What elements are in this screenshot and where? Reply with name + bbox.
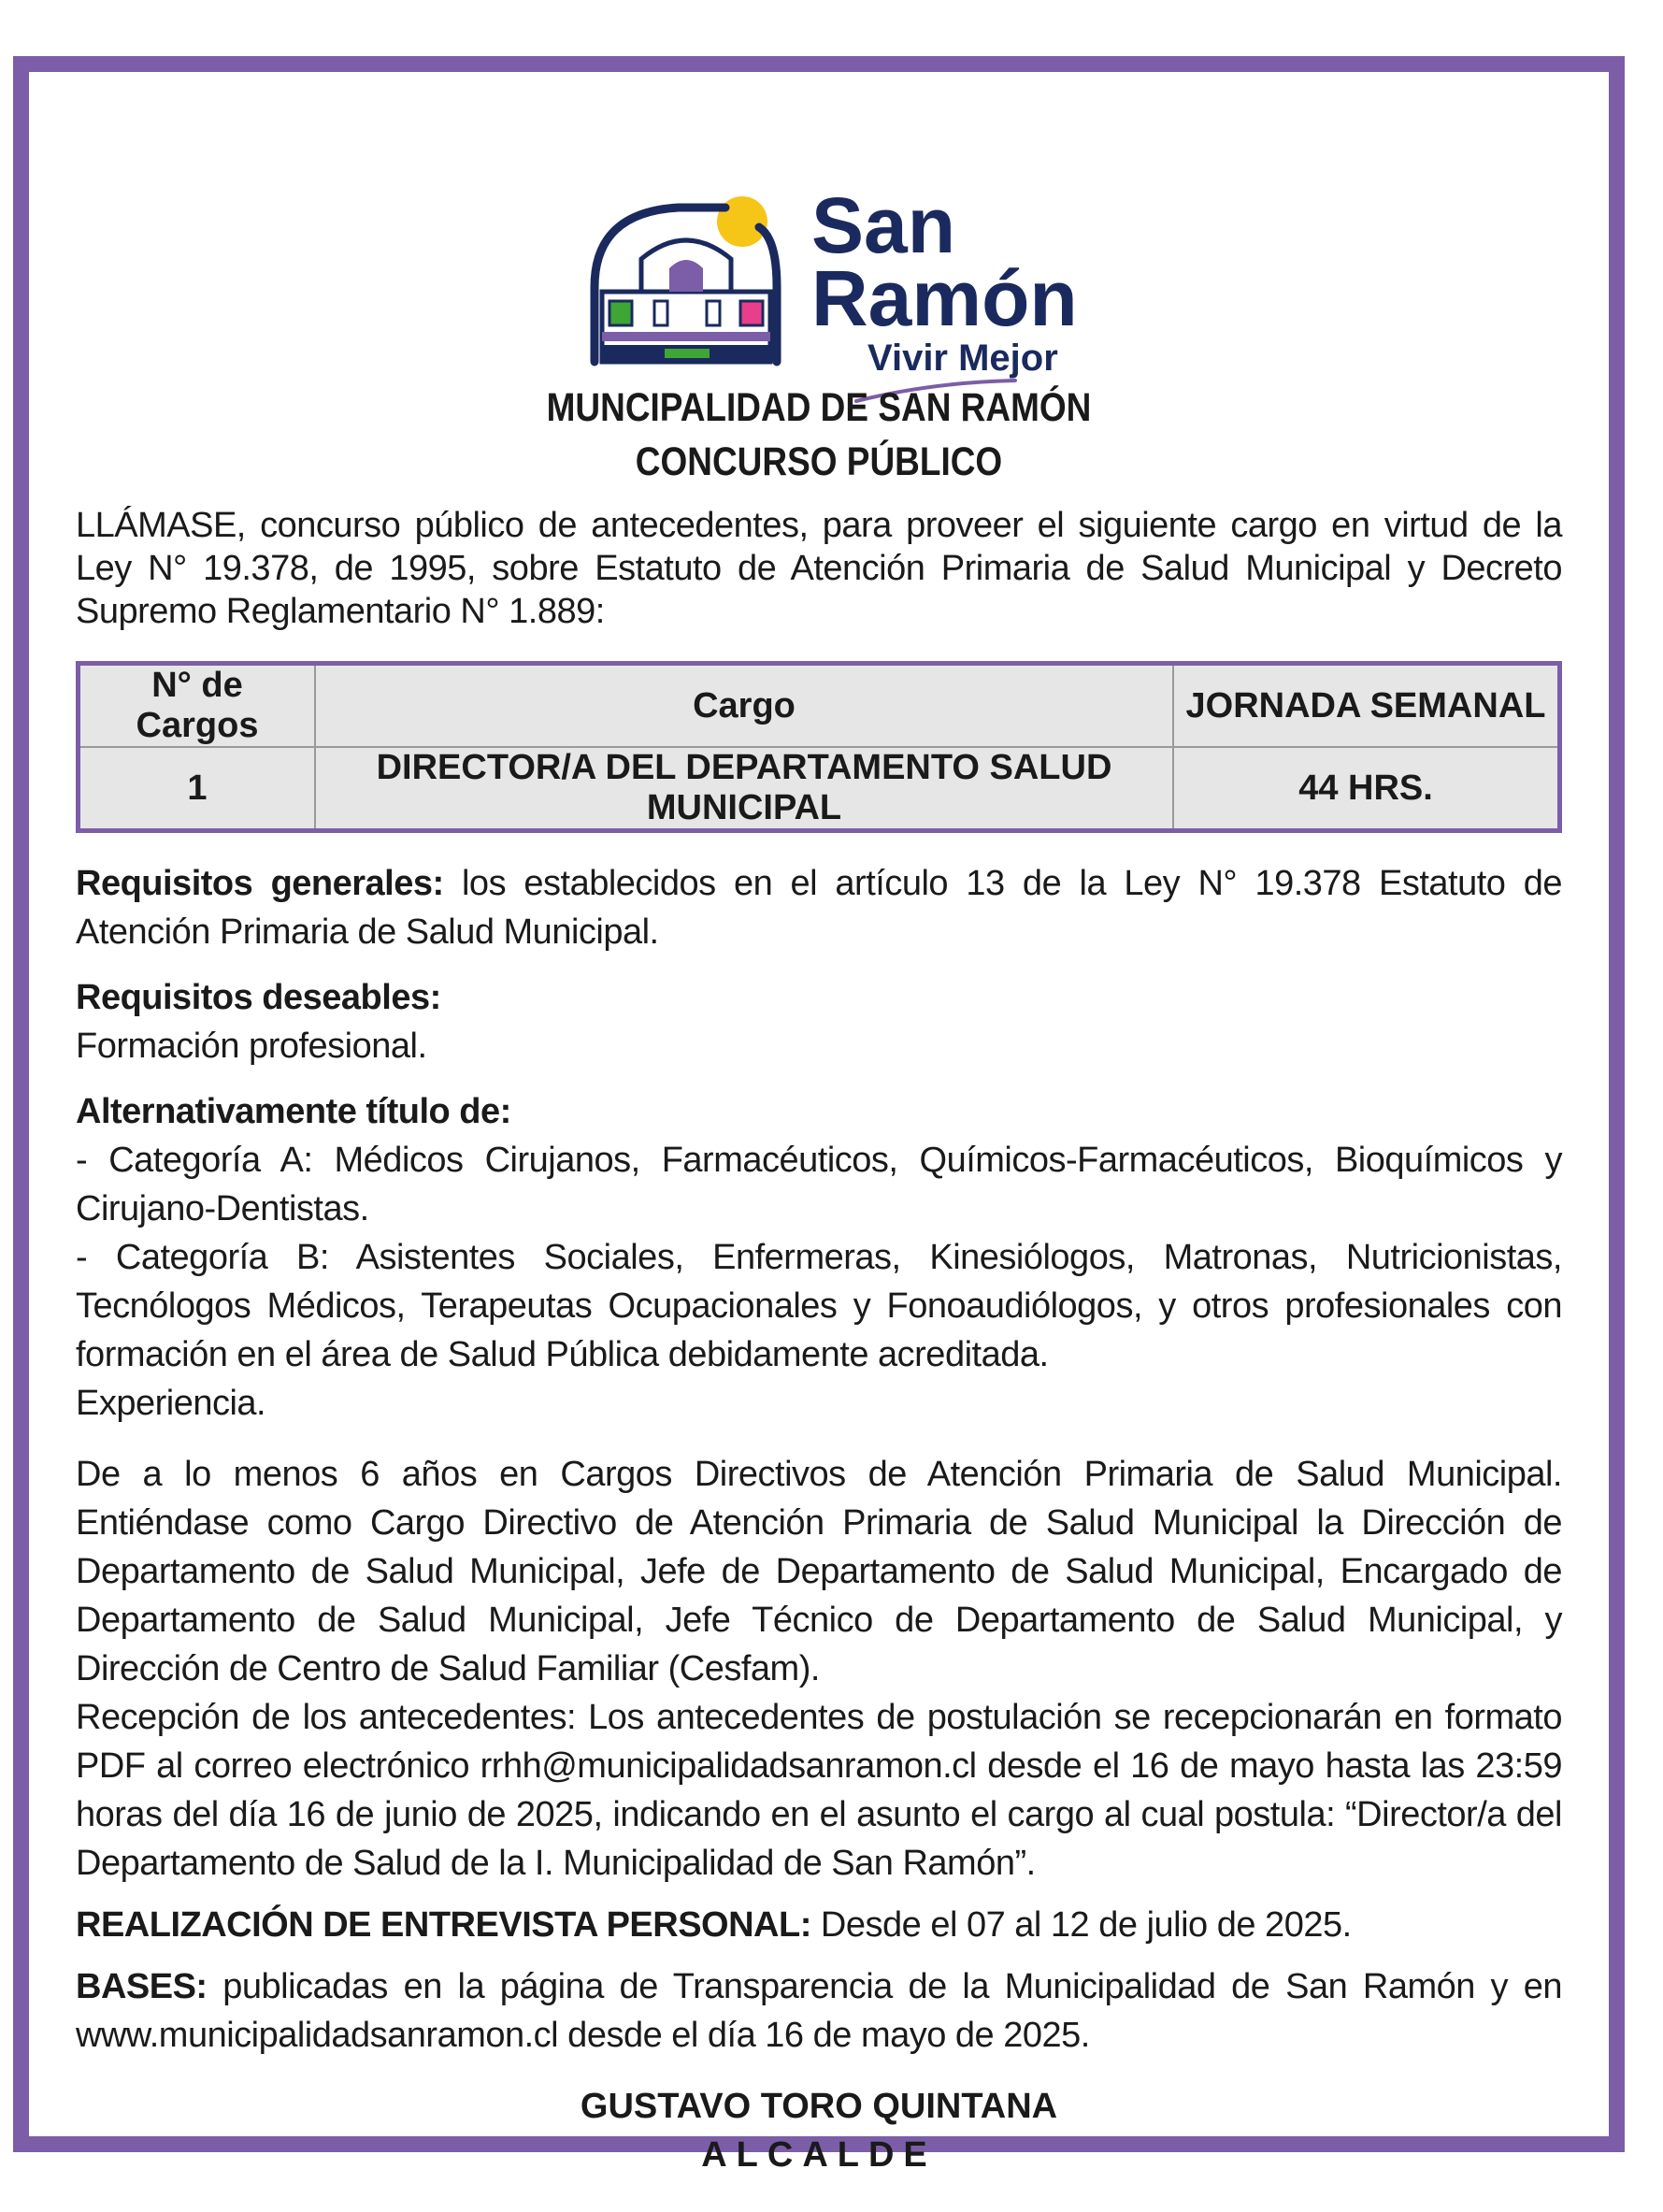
alternativamente-section bbox=[76, 1087, 1562, 1428]
entrevista-label: REALIZACIÓN DE ENTREVISTA PERSONAL: bbox=[76, 1905, 811, 1945]
experiencia-paragraph: De a lo menos 6 años en Cargos Directivos de Atención Primaria de Salud Municipal. Entiéndase como Cargo Directivo de Atención Primaria de Salud Municipal la Dirección de Departamento de Salud Municipal, Jefe de Departamento de Salud Municipal, Encargado de Departamento de Salud Municipal, Jefe Técnico de Departamento de Salud Municipal, y Dirección de Centro de Salud Familiar (Cesfam). bbox=[76, 1455, 1562, 1688]
table-header-cell: N° de Cargos bbox=[79, 664, 316, 748]
bases-text: publicadas en la página de Transparencia de la Municipalidad de San Ramón y en www.municipalidadsanramon.cl desde el día 16 de mayo de 2025. bbox=[76, 1967, 1562, 2055]
table-row bbox=[79, 747, 1560, 831]
categoria-a: - Categoría A: Médicos Cirujanos, Farmacéuticos, Químicos-Farmacéuticos, Bioquímicos y Cirujano-Dentistas. bbox=[76, 1141, 1562, 1228]
bases-section bbox=[76, 1962, 1562, 2060]
table-header-row bbox=[79, 664, 1560, 748]
title-line-2: CONCURSO PÚBLICO bbox=[635, 439, 1003, 484]
logo-text-san: San bbox=[811, 181, 956, 269]
requisitos-deseables-text: Formación profesional. bbox=[76, 1027, 427, 1066]
table-cell-count: 1 bbox=[79, 747, 316, 831]
bases-label: BASES: bbox=[76, 1967, 208, 2006]
table-header-cell: Cargo bbox=[315, 664, 1173, 748]
logo-text-ramon: Ramón bbox=[811, 254, 1078, 342]
alternativamente-label: Alternativamente título de: bbox=[76, 1092, 511, 1131]
requisitos-deseables bbox=[76, 973, 1562, 1070]
entrevista-text: Desde el 07 al 12 de julio de 2025. bbox=[810, 1905, 1352, 1945]
entrevista-section bbox=[76, 1901, 1562, 1949]
intro-paragraph: LLÁMASE, concurso público de antecedentes, para proveer el siguiente cargo en virtud de la Ley N° 19.378, de 1995, sobre Estatuto de Atención Primaria de Salud Municipal y Decreto Supremo Reglamentario N° 1.889: bbox=[76, 506, 1562, 631]
experiencia-label: Experiencia. bbox=[76, 1384, 266, 1423]
requisitos-generales bbox=[76, 859, 1562, 956]
document-frame bbox=[13, 56, 1625, 2175]
requisitos-generales-text: los establecidos en el artículo 13 de la Ley N° 19.378 Estatuto de Atención Primaria de Salud Municipal. bbox=[76, 864, 1562, 952]
title-line-1: MUNCIPALIDAD DE SAN RAMÓN bbox=[546, 385, 1092, 430]
categoria-b: - Categoría B: Asistentes Sociales, Enfermeras, Kinesiólogos, Matronas, Nutricionistas, Tecnólogos Médicos, Terapeutas Ocupacionales y Fonoaudiólogos, y otros profesionales con formación en el área de Salud Pública debidamente acreditada. bbox=[76, 1238, 1562, 1374]
recepcion-paragraph: Recepción de los antecedentes: Los antecedentes de postulación se recepcionarán en formato PDF al correo electrónico rrhh@municipalidadsanramon.cl desde el 16 de mayo hasta las 23:59 horas del día 16 de junio de 2025, indicando en el asunto el cargo al cual postula: “Director/a del Departamento de Salud de la I. Municipalidad de San Ramón”. bbox=[76, 1698, 1562, 1883]
table-header-cell: JORNADA SEMANAL bbox=[1173, 664, 1560, 748]
table-cell-cargo: DIRECTOR/A DEL DEPARTAMENTO SALUD MUNICIPAL bbox=[315, 747, 1173, 831]
page-title bbox=[139, 381, 1498, 489]
cargos-table bbox=[76, 661, 1562, 833]
signature-name: GUSTAVO TORO QUINTANA bbox=[580, 2087, 1058, 2126]
logo-tagline: Vivir Mejor bbox=[867, 338, 1058, 379]
table-cell-jornada: 44 HRS. bbox=[1173, 747, 1560, 831]
requisitos-deseables-label: Requisitos deseables: bbox=[76, 978, 441, 1017]
signature-block bbox=[76, 2082, 1562, 2179]
requisitos-generales-label: Requisitos generales: bbox=[76, 864, 444, 903]
signature-role: ALCALDE bbox=[701, 2135, 937, 2175]
